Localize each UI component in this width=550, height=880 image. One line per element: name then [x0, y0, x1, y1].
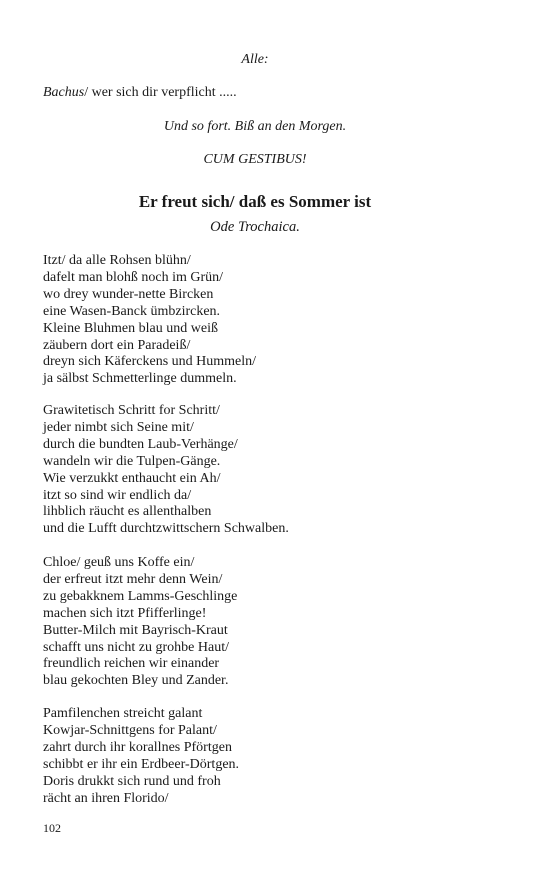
verse-line: der erfreut itzt mehr denn Wein/	[43, 571, 223, 587]
stanza-1	[43, 253, 513, 388]
verse-line: dafelt man blohß noch im Grün/	[43, 269, 224, 285]
verse-line: itzt so sind wir endlich da/	[43, 487, 192, 503]
stanza-3	[43, 555, 513, 690]
stanza-4	[43, 706, 513, 807]
verse-line: und die Lufft durchtzwittschern Schwalben.	[43, 521, 289, 537]
verse-line: blau gekochten Bley und Zander.	[43, 673, 229, 689]
verse-line: durch die bundten Laub-Verhänge/	[43, 436, 238, 452]
stanza-2	[43, 403, 513, 538]
verse-line: zu gebakknem Lamms-Geschlinge	[43, 588, 238, 604]
chorus-line	[43, 85, 237, 101]
verse-line: Doris drukkt sich rund und froh	[43, 773, 221, 789]
verse-line: eine Wasen-Banck ümbzircken.	[43, 303, 221, 319]
verse-line: Butter-Milch mit Bayrisch-Kraut	[43, 622, 228, 638]
verse-line: Kowjar-Schnittgens for Palant/	[43, 722, 217, 738]
verse-line: zäubern dort ein Paradeiß/	[43, 337, 191, 353]
poem-title: Er freut sich/ daß es Sommer ist	[138, 192, 372, 211]
verse-line: Chloe/ geuß uns Koffe ein/	[43, 555, 195, 570]
page-number: 102	[43, 821, 61, 835]
chorus-name: Bachus	[43, 85, 85, 100]
stage-line-fort: Und so fort. Biß an den Morgen.	[163, 119, 347, 134]
verse-line: Pamfilenchen streicht galant	[43, 706, 203, 721]
verse-line: schafft uns nicht zu grohbe Haut/	[43, 639, 229, 655]
verse-line: dreyn sich Käferckens und Hummeln/	[43, 354, 257, 370]
verse-line: schibbt er ihr ein Erdbeer-Dörtgen.	[43, 756, 240, 772]
speaker-label: Alle:	[241, 52, 269, 67]
verse-line: wo drey wunder-nette Bircken	[43, 286, 214, 302]
verse-line: jeder nimbt sich Seine mit/	[43, 419, 194, 435]
verse-line: machen sich itzt Pfifferlinge!	[43, 605, 207, 621]
verse-line: Itzt/ da alle Rohsen blühn/	[43, 253, 191, 268]
verse-line: Grawitetisch Schritt for Schritt/	[43, 403, 220, 418]
verse-line: lihblich räucht es allenthalben	[43, 504, 212, 520]
verse-line: Kleine Bluhmen blau und weiß	[43, 320, 218, 336]
verse-line: Wie verzukkt enthaucht ein Ah/	[43, 470, 221, 486]
verse-line: ja sälbst Schmetterlinge dummeln.	[43, 371, 237, 387]
verse-line: zahrt durch ihr korallnes Pförtgen	[43, 739, 232, 755]
stage-line-gestibus: CUM GESTIBUS!	[203, 152, 307, 167]
verse-line: wandeln wir die Tulpen-Gänge.	[43, 453, 221, 469]
chorus-rest: / wer sich dir verpflicht .....	[84, 85, 237, 100]
verse-line: freundlich reichen wir einander	[43, 656, 220, 672]
poem-subtitle: Ode Trochaica.	[210, 219, 300, 235]
verse-line: rächt an ihren Florido/	[43, 790, 169, 806]
